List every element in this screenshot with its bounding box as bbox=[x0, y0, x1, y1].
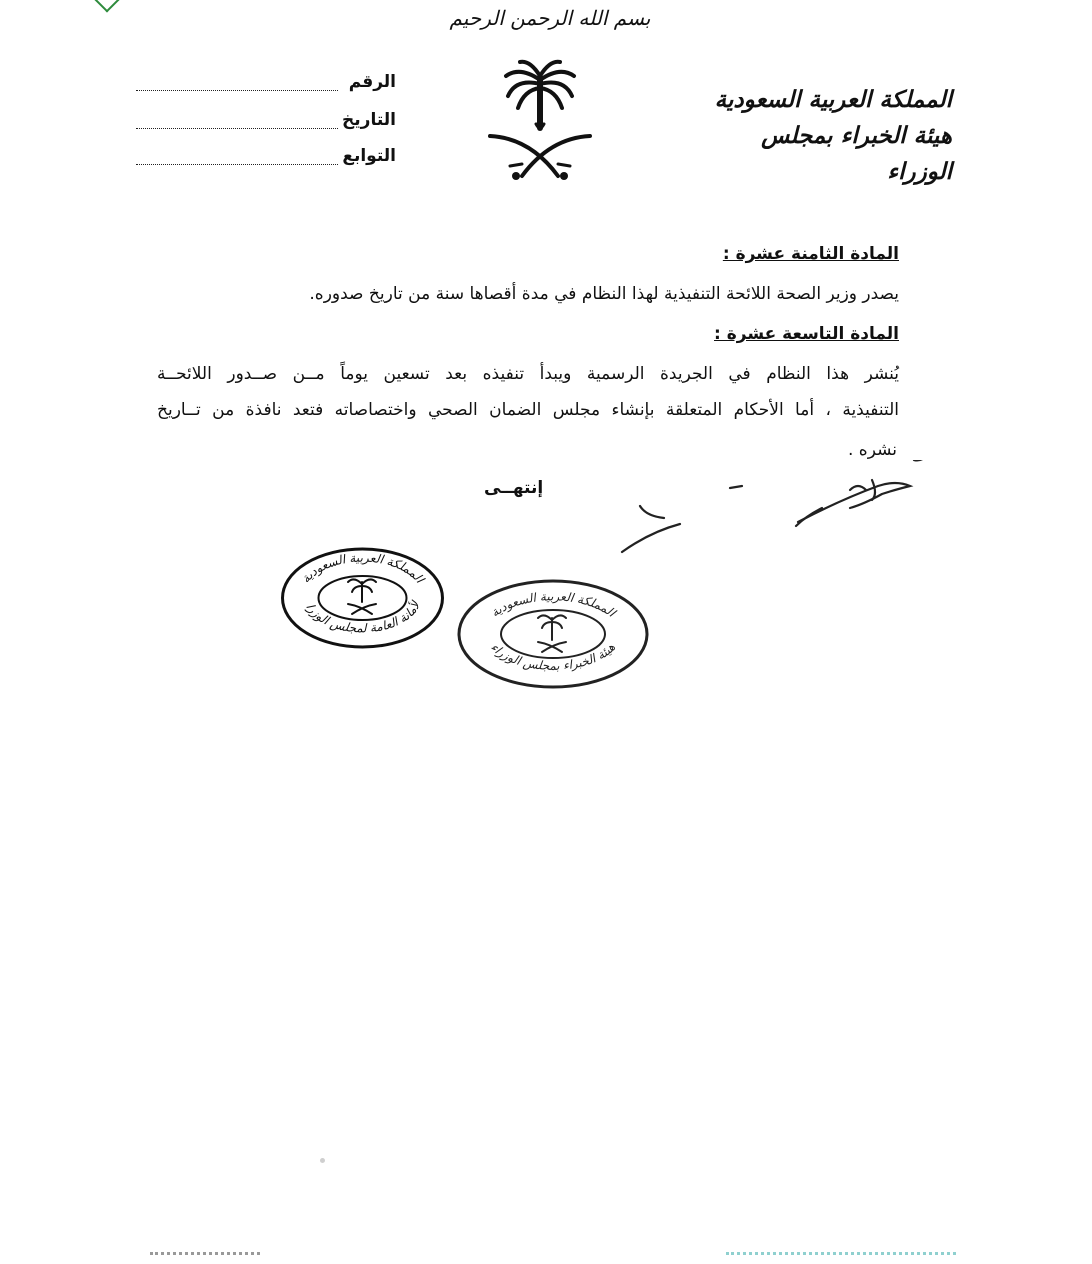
date-line bbox=[136, 128, 338, 129]
attachments-label: التوابع bbox=[342, 146, 396, 166]
footer-right-fragment bbox=[726, 1252, 956, 1255]
reference-number-label: الرقم bbox=[348, 72, 396, 92]
stamp-left-outer-text: المملكة العربية السعودية bbox=[298, 550, 427, 586]
basmala: بسم الله الرحمن الرحيم bbox=[449, 6, 651, 30]
corner-mark bbox=[91, 0, 122, 13]
official-stamp-left bbox=[280, 546, 445, 650]
reference-number-line bbox=[136, 90, 338, 91]
organization-line-2: هيئة الخبراء بمجلس الوزراء bbox=[761, 122, 952, 185]
reference-number-field bbox=[136, 72, 396, 102]
stamp-left-bottom-text: الأمانة العامة لمجلس الوزرا bbox=[303, 599, 423, 636]
end-marker: إنتهــى bbox=[484, 478, 544, 498]
attachments-field bbox=[136, 146, 396, 176]
article-19-text-line-3: نشره . bbox=[848, 440, 897, 460]
scan-speck bbox=[320, 1158, 325, 1163]
official-stamp-right bbox=[456, 578, 650, 690]
attachments-line bbox=[136, 164, 338, 165]
article-19-heading: المادة التاسعة عشرة : bbox=[714, 324, 899, 344]
article-19-text-line-2: التنفيذية ، أما الأحكام المتعلقة بإنشاء مجلس الضمان الصحي واختصاصاته فتعد نافذة من تــاريخ bbox=[157, 400, 899, 420]
organization-line-1: المملكة العربية السعودية bbox=[714, 86, 952, 113]
palm-swords-emblem-icon bbox=[480, 58, 600, 184]
article-18-text: يصدر وزير الصحة اللائحة التنفيذية لهذا النظام في مدة أقصاها سنة من تاريخ صدوره. bbox=[309, 284, 899, 304]
date-field bbox=[136, 110, 396, 140]
article-19-text-line-1: يُنشر هذا النظام في الجريدة الرسمية ويبدأ تنفيذه بعد تسعين يوماً مــن صــدور اللائحــة bbox=[157, 364, 899, 384]
organization-letterhead bbox=[700, 82, 952, 190]
handwritten-signature bbox=[610, 460, 960, 560]
footer-left-fragment bbox=[150, 1252, 260, 1255]
article-18-heading: المادة الثامنة عشرة : bbox=[722, 244, 899, 264]
stamp-right-bottom-text: هيئة الخبراء بمجلس الوزراء bbox=[487, 640, 618, 673]
date-label: التاريخ bbox=[342, 110, 396, 130]
stamp-right-outer-text: المملكة العربية السعودية bbox=[488, 589, 618, 620]
